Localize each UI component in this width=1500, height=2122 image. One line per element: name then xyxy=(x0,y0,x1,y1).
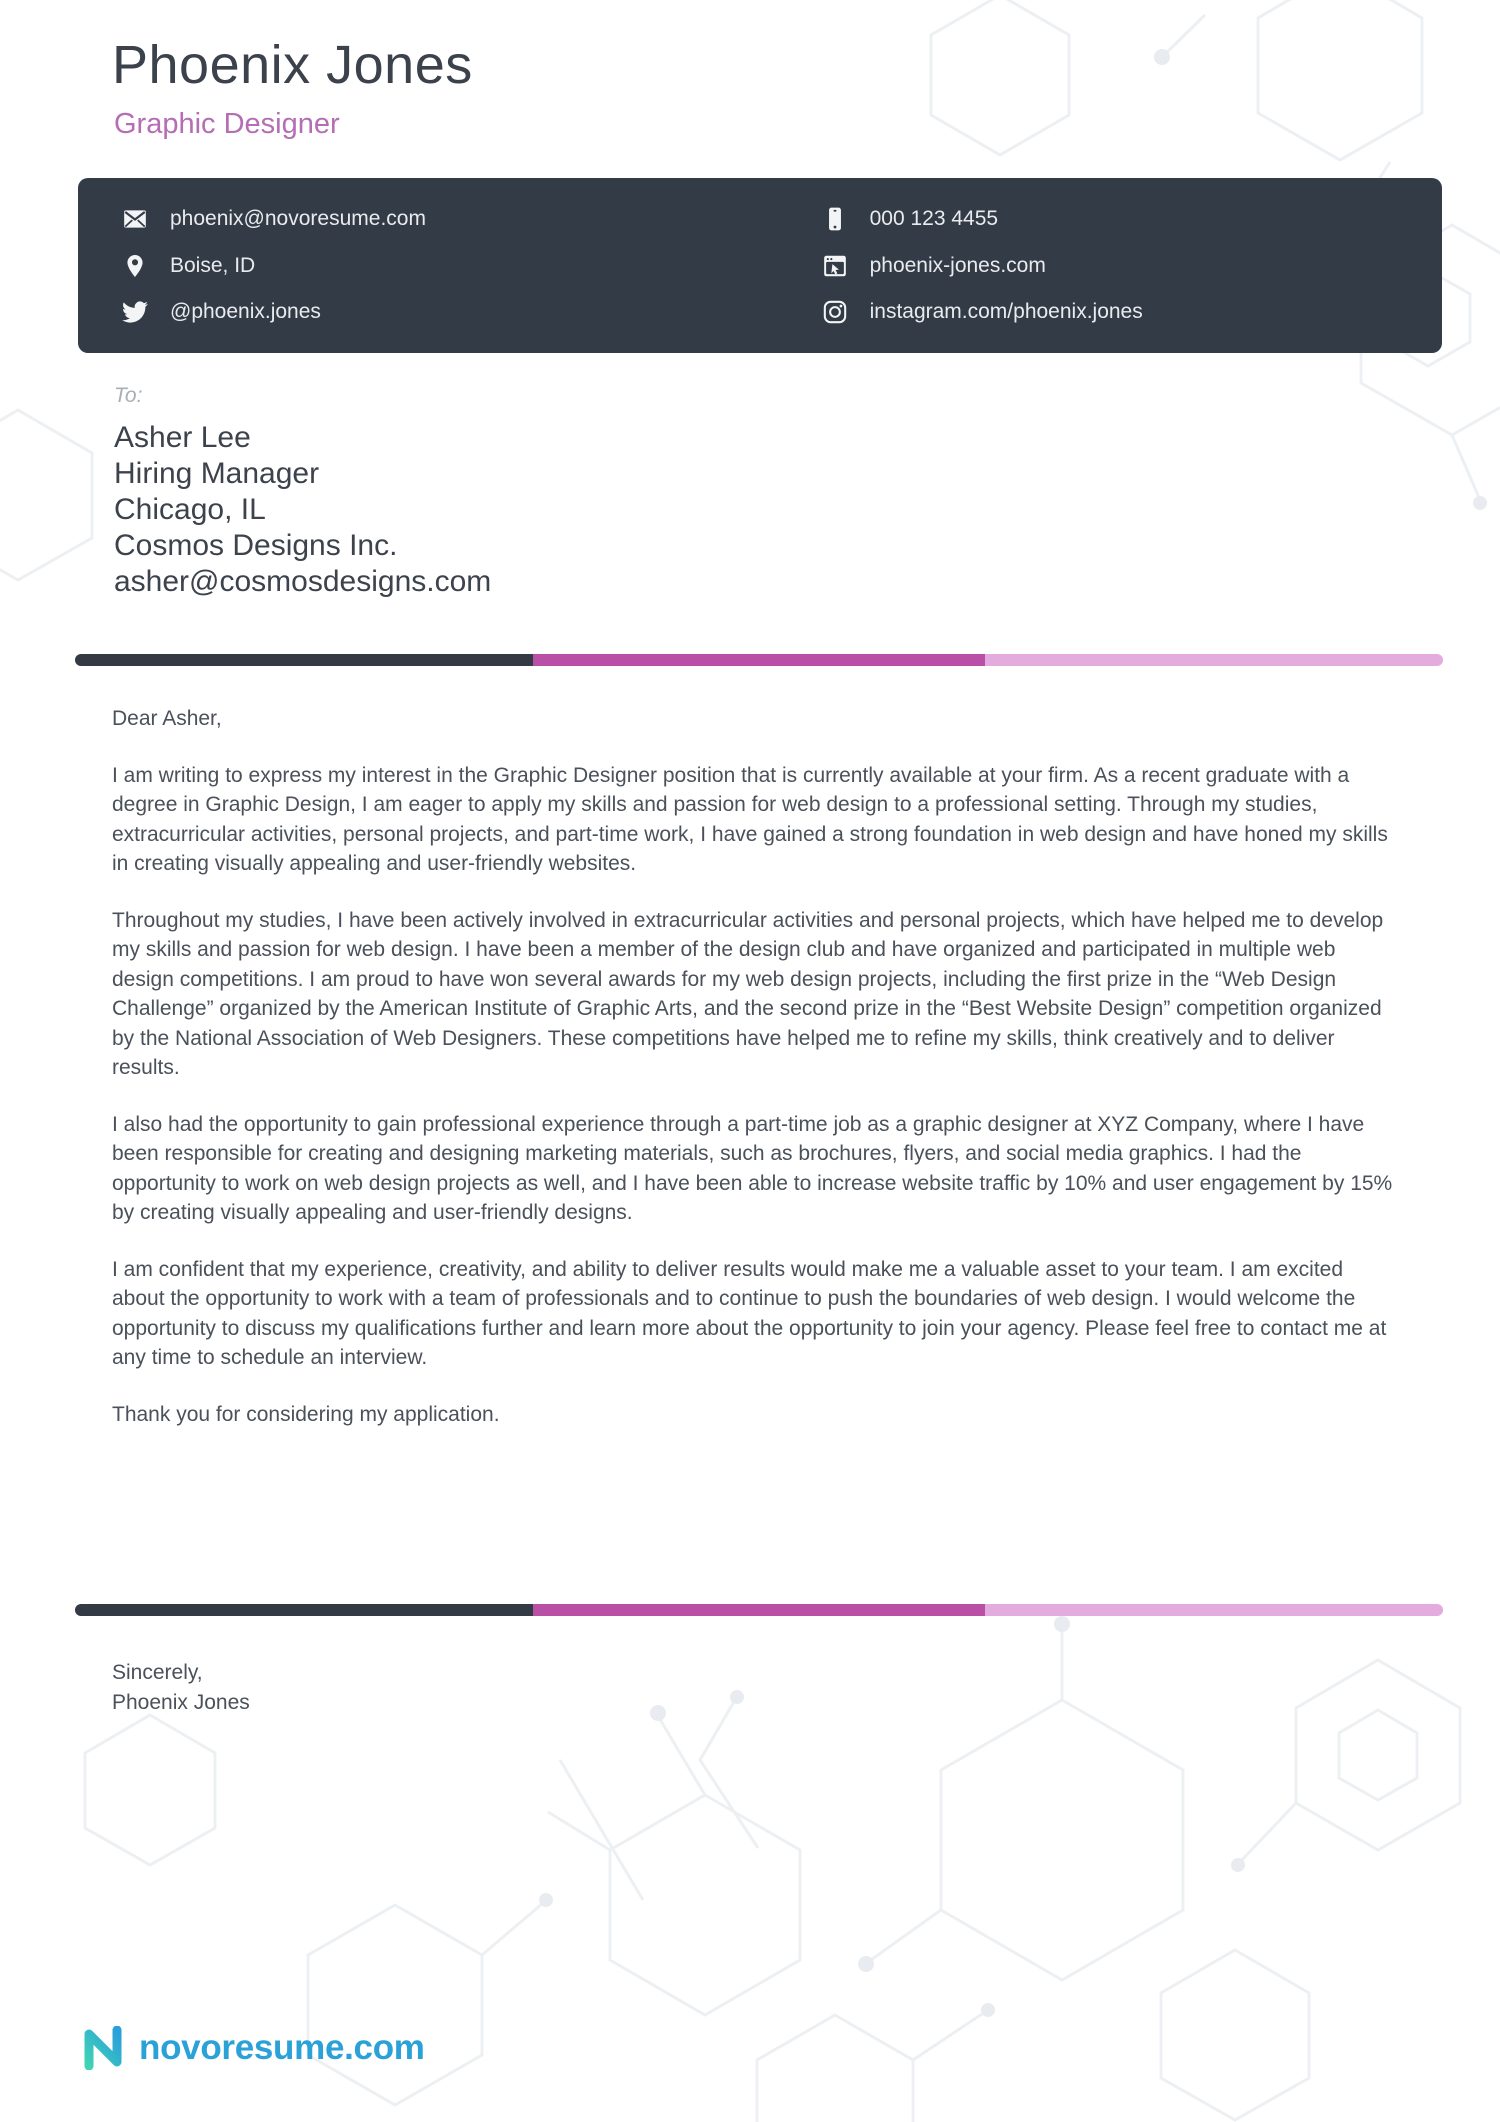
contact-row-twitter xyxy=(122,293,822,331)
recipient-to-label: To: xyxy=(114,384,143,407)
letter-body xyxy=(112,704,1400,1429)
contact-info-bar xyxy=(78,178,1442,353)
contact-column-right xyxy=(822,200,1442,331)
signature-signoff: Sincerely, xyxy=(112,1661,203,1684)
divider-segment-pink xyxy=(985,1604,1443,1616)
recipient-company: Cosmos Designs Inc. xyxy=(114,529,398,562)
letter-paragraph-2: Throughout my studies, I have been actively involved in extracurricular activities and personal projects, which have helped me to develop my skills and passion for web design. I have been a member of the design club and have organized and participated in multiple web design competitions. I am proud to have won several awards for my web design projects, including the first prize in the “Web Design Challenge” organized by the American Institute of Graphic Arts, and the second prize in the “Best Website Design” competition organized by the National Association of Web Designers. These competitions have helped me to refine my skills, think creatively and to deliver results. xyxy=(112,908,1384,1079)
contact-row-instagram xyxy=(822,293,1442,331)
novoresume-logo-icon xyxy=(80,2026,126,2070)
phone-icon xyxy=(822,206,848,232)
contact-phone-value[interactable]: 000 123 4455 xyxy=(869,207,999,230)
contact-column-left xyxy=(122,200,822,331)
candidate-job-title: Graphic Designer xyxy=(114,108,340,140)
contact-email-value[interactable]: phoenix@novoresume.com xyxy=(170,207,426,230)
divider-segment-dark xyxy=(75,1604,533,1616)
letter-paragraph-1: I am writing to express my interest in the Graphic Designer position that is currently available at your firm. As a recent graduate with a degree in Graphic Design, I am eager to apply my skills and passion for web design to a professional setting. Through my studies, extracurricular activities, personal projects, and part-time work, I have gained a strong foundation in web design and have honed my skills in creating visually appealing and user-friendly websites. xyxy=(112,763,1388,875)
location-pin-icon xyxy=(122,253,148,279)
contact-row-phone xyxy=(822,200,1442,238)
browser-icon xyxy=(822,253,848,279)
contact-row-location xyxy=(122,247,822,285)
divider-bottom xyxy=(75,1604,1443,1616)
divider-segment-dark xyxy=(75,654,533,666)
footer-brand[interactable] xyxy=(80,2026,425,2070)
divider-segment-pink xyxy=(985,654,1443,666)
signature-block xyxy=(112,1658,250,1718)
letter-paragraph-4: I am confident that my experience, creativity, and ability to deliver results would make me a valuable asset to your team. I am excited about the opportunity to work with a team of professionals and to continue to push the boundaries of web design. I would welcome the opportunity to discuss my qualifications further and learn more about the opportunity to join your agency. Please feel free to contact me at any time to schedule an interview. xyxy=(112,1257,1387,1369)
contact-row-email xyxy=(122,200,822,238)
signature-name: Phoenix Jones xyxy=(112,1691,250,1714)
contact-twitter-value[interactable]: @phoenix.jones xyxy=(170,300,321,323)
recipient-email: asher@cosmosdesigns.com xyxy=(114,565,492,598)
letter-paragraph-3: I also had the opportunity to gain professional experience through a part-time job as a graphic designer at XYZ Company, where I have been responsible for creating and designing marketing materials, such as brochures, flyers, and social media graphics. I had the opportunity to work on web design projects as well, and I have been able to increase website traffic by 10% and user engagement by 15% by creating visually appealing and user-friendly designs. xyxy=(112,1112,1393,1224)
candidate-name: Phoenix Jones xyxy=(112,35,473,95)
recipient-name: Asher Lee xyxy=(114,421,251,454)
contact-row-website xyxy=(822,247,1442,285)
recipient-role: Hiring Manager xyxy=(114,457,320,490)
instagram-icon xyxy=(822,299,848,325)
recipient-block xyxy=(114,384,491,600)
letter-closing-line: Thank you for considering my application. xyxy=(112,1402,500,1426)
contact-instagram-value[interactable]: instagram.com/phoenix.jones xyxy=(869,300,1143,323)
envelope-icon xyxy=(122,206,148,232)
recipient-city: Chicago, IL xyxy=(114,493,266,526)
divider-segment-magenta xyxy=(533,1604,984,1616)
contact-location-value[interactable]: Boise, ID xyxy=(170,253,256,277)
divider-segment-magenta xyxy=(533,654,984,666)
divider-top xyxy=(75,654,1443,666)
contact-website-value[interactable]: phoenix-jones.com xyxy=(869,253,1046,277)
letter-salutation: Dear Asher, xyxy=(112,707,222,730)
twitter-icon xyxy=(122,299,148,325)
footer-brand-name[interactable]: novoresume.com xyxy=(139,2028,425,2067)
